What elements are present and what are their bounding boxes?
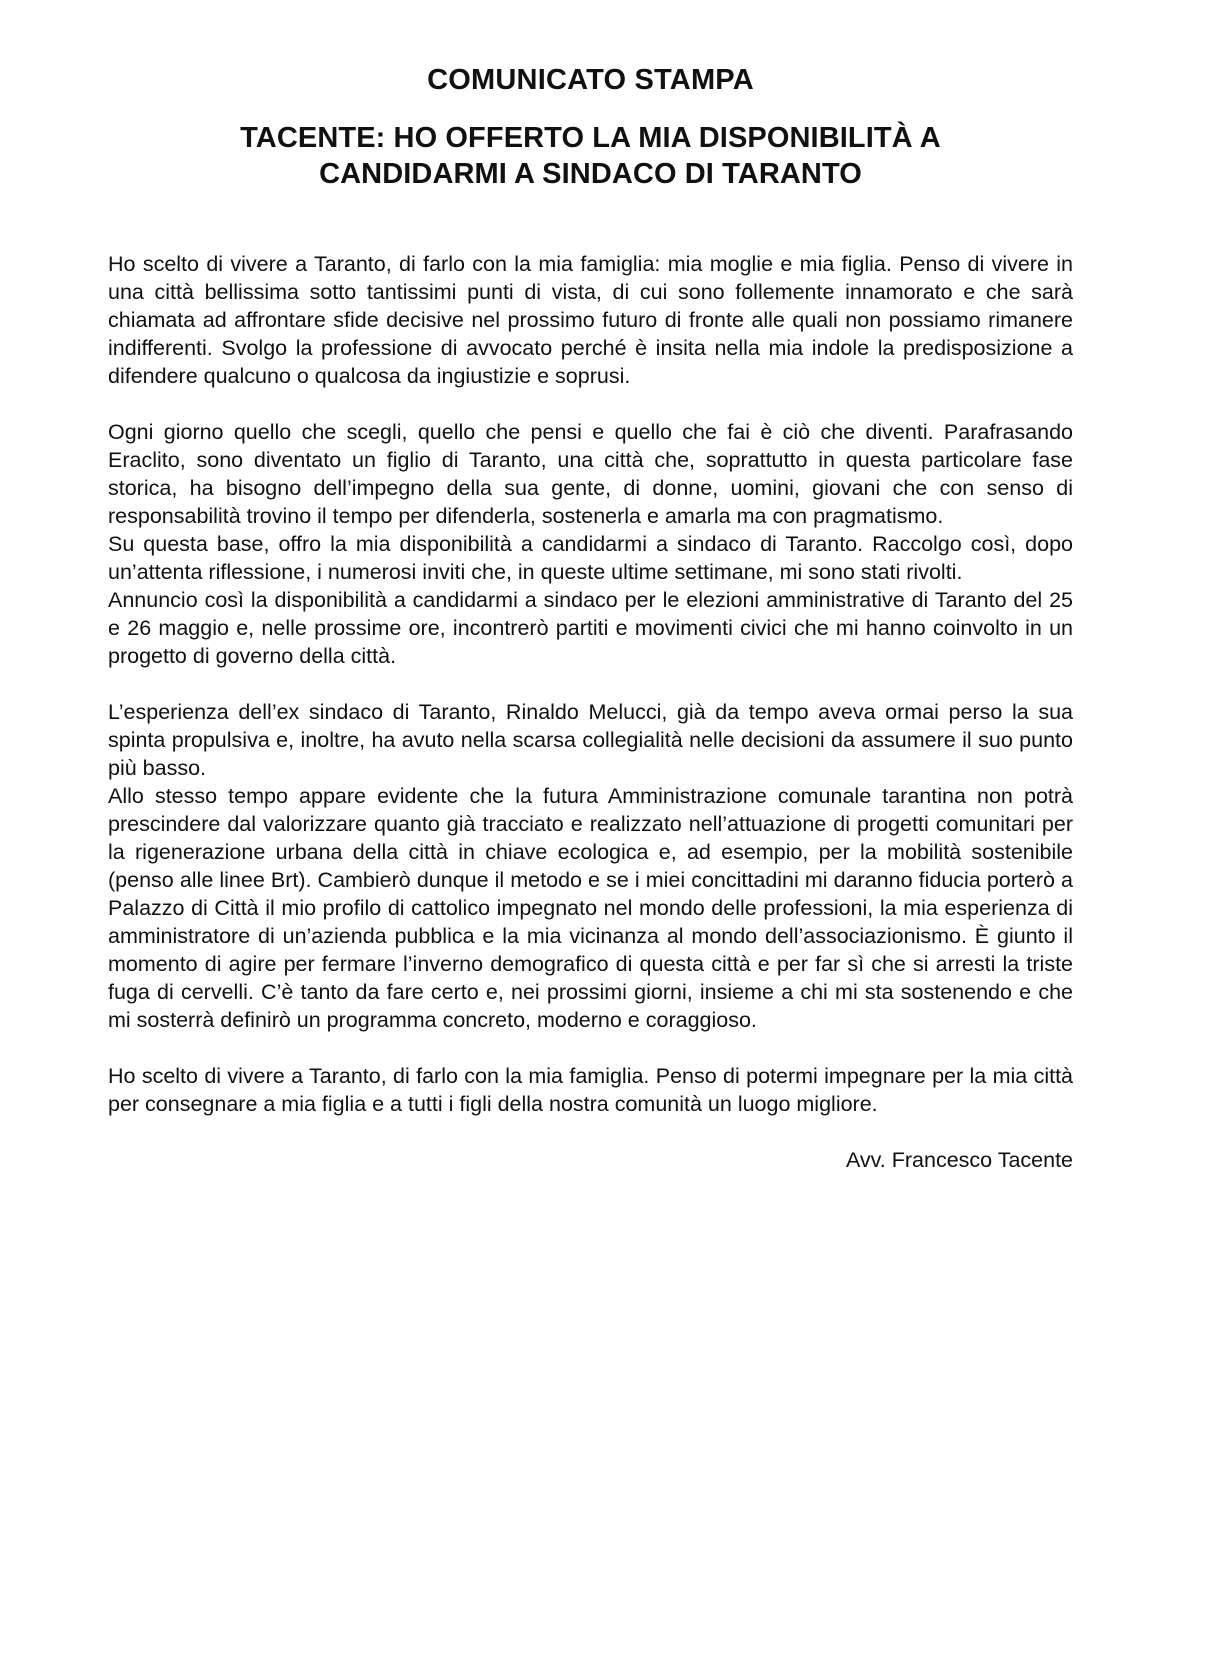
paragraph-6: Allo stesso tempo appare evidente che la futura Amministrazione comunale tarantina non potrà prescindere dal valorizzare quanto già tracciato e realizzato nell’attuazione di progetti comunitari per la rigenerazione urbana della città in chiave ecologica e, ad esempio, per la mobilità sostenibile (penso alle linee Brt). Cambierò dunque il metodo e se i miei concittadini mi daranno fiducia porterò a Palazzo di Città il mio profilo di cattolico impegnato nel mondo delle professioni, la mia esperienza di amministratore di un’azienda pubblica e la mia vicinanza al mondo dell’associazionismo. È giunto il momento di agire per fermare l’inverno demografico di questa città e per far sì che si arresti la triste fuga di cervelli. C’è tanto da fare certo e, nei prossimi giorni, insieme a chi mi sta sostenendo e che mi sosterrà definirò un programma concreto, moderno e coraggioso. [108,784,1073,1032]
body-text [108,250,1073,1118]
paragraph-2: Ogni giorno quello che scegli, quello che pensi e quello che fai è ciò che diventi. Parafrasando Eraclito, sono diventato un figlio di Taranto, una città che, soprattutto in questa particolare fase storica, ha bisogno dell’impegno della sua gente, di donne, uomini, giovani che con senso di responsabilità trovino il tempo per difenderla, sostenerla e amarla ma con pragmatismo. [108,420,1073,528]
signature: Avv. Francesco Tacente [845,1148,1073,1172]
paragraph-4: Annuncio così la disponibilità a candidarmi a sindaco per le elezioni amministrative di Taranto del 25 e 26 maggio e, nelle prossime ore, incontrerò partiti e movimenti civici che mi hanno coinvolto in un progetto di governo della città. [108,588,1073,668]
document-label: COMUNICATO STAMPA [427,64,754,96]
paragraph-3: Su questa base, offro la mia disponibilità a candidarmi a sindaco di Taranto. Raccolgo così, dopo un’attenta riflessione, i numerosi inviti che, in queste ultime settimane, mi sono stati rivolti. [108,532,1073,584]
paragraph-5: L’esperienza dell’ex sindaco di Taranto, Rinaldo Melucci, già da tempo aveva ormai perso la sua spinta propulsiva e, inoltre, ha avuto nella scarsa collegialità nelle decisioni da assumere il suo punto più basso. [108,700,1073,780]
paragraph-7: Ho scelto di vivere a Taranto, di farlo con la mia famiglia. Penso di potermi impegnare per la mia città per consegnare a mia figlia e a tutti i figli della nostra comunità un luogo migliore. [108,1064,1073,1116]
headline: TACENTE: HO OFFERTO LA MIA DISPONIBILITÀ A CANDIDARMI A SINDACO DI TARANTO [240,122,941,190]
paragraph-1: Ho scelto di vivere a Taranto, di farlo con la mia famiglia: mia moglie e mia figlia. Penso di vivere in una città bellissima sotto tantissimi punti di vista, di cui sono follemente innamorato e che sarà chiamata ad affrontare sfide decisive nel prossimo futuro di fronte alle quali non possiamo rimanere indifferenti. Svolgo la professione di avvocato perché è insita nella mia indole la predisposizione a difendere qualcuno o qualcosa da ingiustizie e soprusi. [108,252,1073,388]
